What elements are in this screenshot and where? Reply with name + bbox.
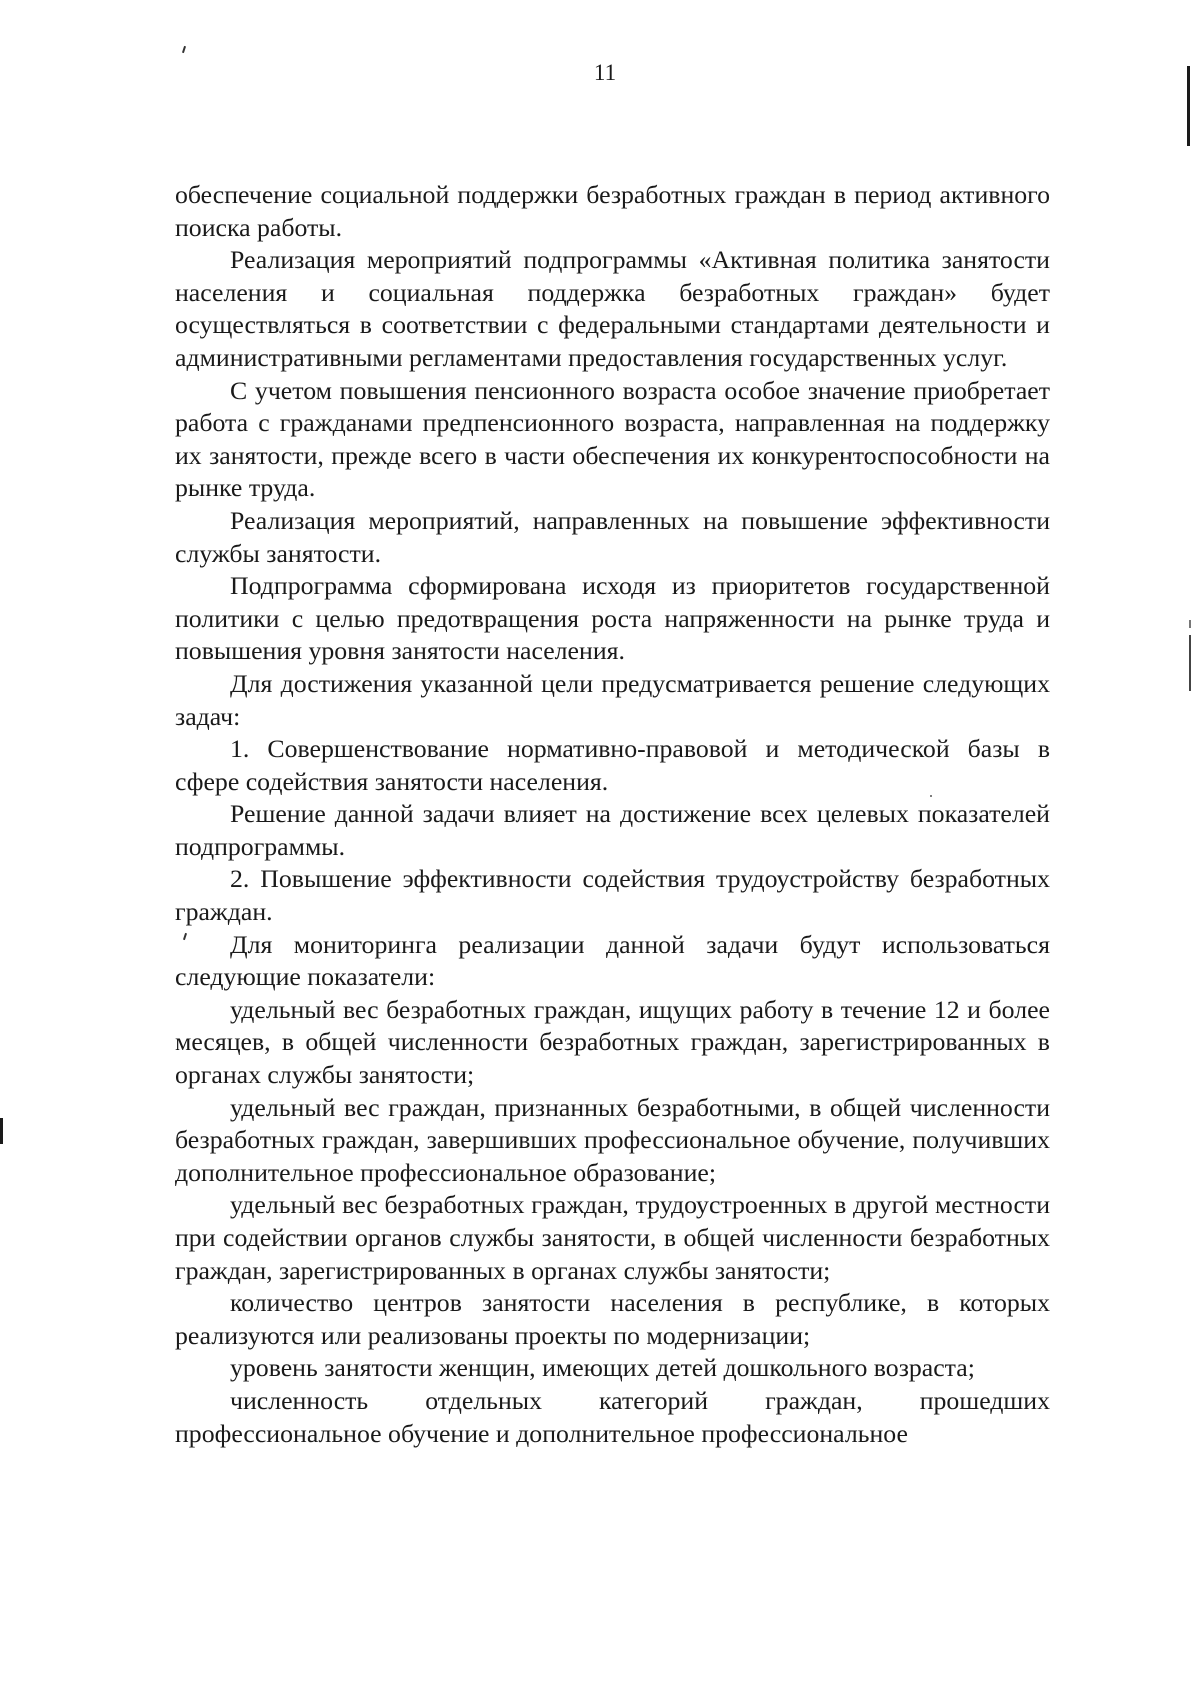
paragraph-pension-age: С учетом повышения пенсионного возраста особое значение приобретает работа с гражданами предпенсионного возраста, направленная на поддержку их занятости, прежде всего в части обеспечения их конкурентоспособности на рынке труда. [175, 375, 1050, 503]
paragraph-task-2: 2. Повышение эффективности содействия трудоустройству безработных граждан. [175, 864, 1050, 927]
indicator-after-training: удельный вес граждан, признанных безработными, в общей численности безработных граждан, завершивших профессиональное обучение, получивших дополнительное профессиональное образование; [175, 1092, 1050, 1187]
scan-edge-mark [1189, 620, 1191, 628]
indicator-modernized-centers: количество центров занятости населения в республике, в которых реализуются или реализованы проекты по модернизации; [175, 1288, 1050, 1350]
paragraph-service-efficiency: Реализация мероприятий, направленных на повышение эффективности службы занятости. [175, 505, 1050, 568]
paragraph-social-support: обеспечение социальной поддержки безработных граждан в период активного поиска работы. [175, 180, 1050, 242]
scan-edge-mark [0, 1118, 3, 1144]
paragraph-subprogram-implementation: Реализация мероприятий подпрограммы «Активная политика занятости населения и социальная поддержка безработных граждан» будет осуществляться в соответствии с федеральными стандартами деятельности и административными регламентами предоставления государственных услуг. [175, 245, 1050, 372]
paragraph-subprogram-priorities: Подпрограмма сформирована исходя из приоритетов государственной политики с целью предотвращения роста напряженности на рынке труда и повышения уровня занятости населения. [175, 571, 1050, 666]
document-body [175, 179, 1050, 1450]
page-number: 11 [593, 60, 617, 85]
scan-speck [182, 46, 186, 53]
indicator-long-term-unemployed: удельный вес безработных граждан, ищущих работу в течение 12 и более месяцев, в общей численности безработных граждан, зарегистрированных в органах службы занятости; [175, 994, 1050, 1090]
paragraph-task-1: 1. Совершенствование нормативно-правовой и методической базы в сфере содействия занятости населения. [175, 734, 1050, 796]
scan-edge-mark [1187, 66, 1190, 146]
paragraph-tasks-intro: Для достижения указанной цели предусматривается решение следующих задач: [175, 668, 1050, 731]
indicator-relocated-employment: удельный вес безработных граждан, трудоустроенных в другой местности при содействии органов службы занятости, в общей численности безработных граждан, зарегистрированных в органах службы занятости; [175, 1190, 1050, 1285]
indicator-categories-training: численность отдельных категорий граждан, прошедших профессиональное обучение и дополнительное профессиональное [175, 1385, 1050, 1448]
scan-edge-mark [1189, 635, 1191, 691]
paragraph-task-1-effect: Решение данной задачи влияет на достижение всех целевых показателей подпрограммы. [175, 799, 1050, 861]
scan-speck [930, 795, 932, 797]
paragraph-indicators-intro: Для мониторинга реализации данной задачи будут использоваться следующие показатели: [175, 929, 1050, 992]
indicator-women-employment: уровень занятости женщин, имеющих детей дошкольного возраста; [230, 1353, 975, 1383]
